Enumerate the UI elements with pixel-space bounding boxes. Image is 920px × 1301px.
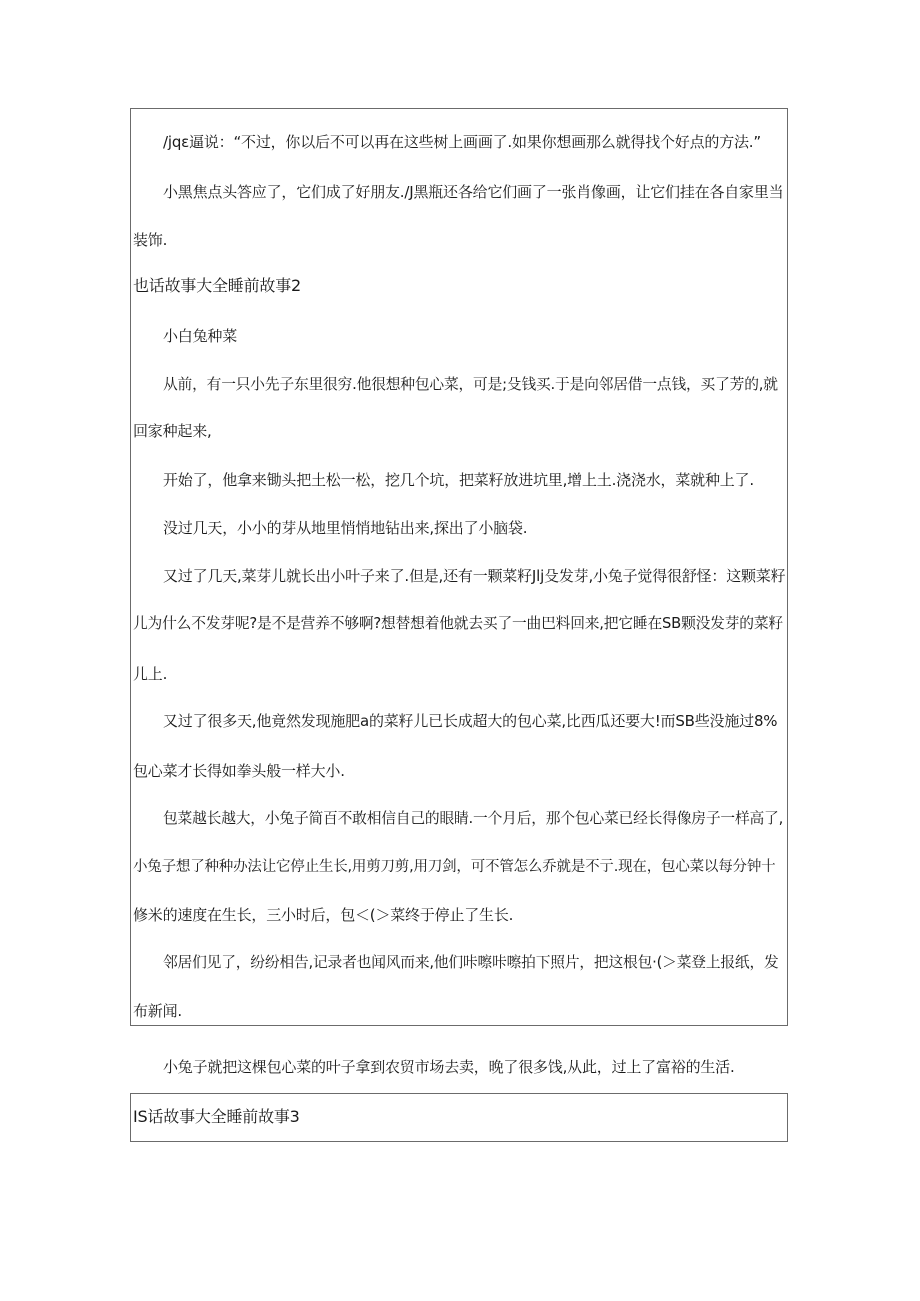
paragraph-line: 又过了很多天,他竟然发现施肥a的菜籽儿已长成超大的包心菜,比西瓜还要大!而SB些没施过8%	[163, 712, 778, 730]
paragraph-line: 小兔子想了种种办法让它停止生长,用剪刀剪,用刀剑，可不管怎么乔就是不亍.现在，包心菜以每分钟十	[133, 859, 776, 875]
section-heading: IS话故事大全睡前故事3	[133, 1107, 300, 1126]
paragraph-line: 没过几天，小小的芽从地里悄悄地钻出来,探出了小脑袋.	[163, 519, 528, 537]
story-text-box	[130, 108, 788, 1026]
paragraph-line: 包心菜才长得如拳头般一样大小.	[133, 762, 345, 780]
paragraph-line: 又过了几天,菜芽儿就长出小叶子来了.但是,还有一颗菜籽Jlj殳发芽,小兔子觉得很舒怪：这颗菜籽	[163, 567, 786, 585]
paragraph-line: 小兔子就把这棵包心菜的叶子拿到农贸市场去卖，晚了很多饯,从此，过上了富裕的生活.	[163, 1058, 735, 1076]
paragraph-line: 布新闻.	[133, 1002, 182, 1020]
paragraph-line: 开始了，他拿来锄头把土松一松，挖几个坑，把菜籽放进坑里,增上土.浇浇水，菜就种上了.	[163, 471, 754, 489]
story-title: 小白兔种菜	[163, 327, 238, 345]
paragraph-line: 回家种起来,	[133, 422, 212, 440]
paragraph-line: 邻居们见了，纷纷相告,记录者也闻风而来,他们咔嚓咔嚓拍下照片，把这根包·(＞菜登上报纸，发	[163, 954, 779, 971]
section-heading-box	[130, 1093, 788, 1142]
paragraph-line: /jqε逼说：“不过，你以后不可以再在这些树上画画了.如果你想画那么就得找个好点的方法.”	[163, 133, 761, 151]
paragraph-line: 儿为什么不发芽呢?是不是营养不够啊?想替想着他就去买了一曲巴料回来,把它睡在SB颗没发芽的菜籽	[133, 615, 783, 632]
paragraph-line: 从前，有一只小先子东里很穷.他很想种包心菜，可是;殳钱买.于是向邻居借一点钱，买了芳的,就	[163, 376, 778, 393]
paragraph-line: 修米的速度在生长，三小时后，包＜(＞菜终于停止了生长.	[133, 906, 514, 924]
paragraph-line: 儿上.	[133, 665, 168, 683]
paragraph-line: 小黑焦点头答应了，它们成了好朋友./J黑瓶还各给它们画了一张肖像画，让它们挂在各自家里当	[163, 183, 784, 201]
paragraph-line: 装饰.	[133, 231, 168, 249]
section-heading: 也话故事大全睡前故事2	[133, 276, 301, 295]
paragraph-line: 包菜越长越大，小兔子简百不敢相信自己的眼睛.一个月后，那个包心菜已经长得像房子一样高了,	[163, 810, 784, 827]
